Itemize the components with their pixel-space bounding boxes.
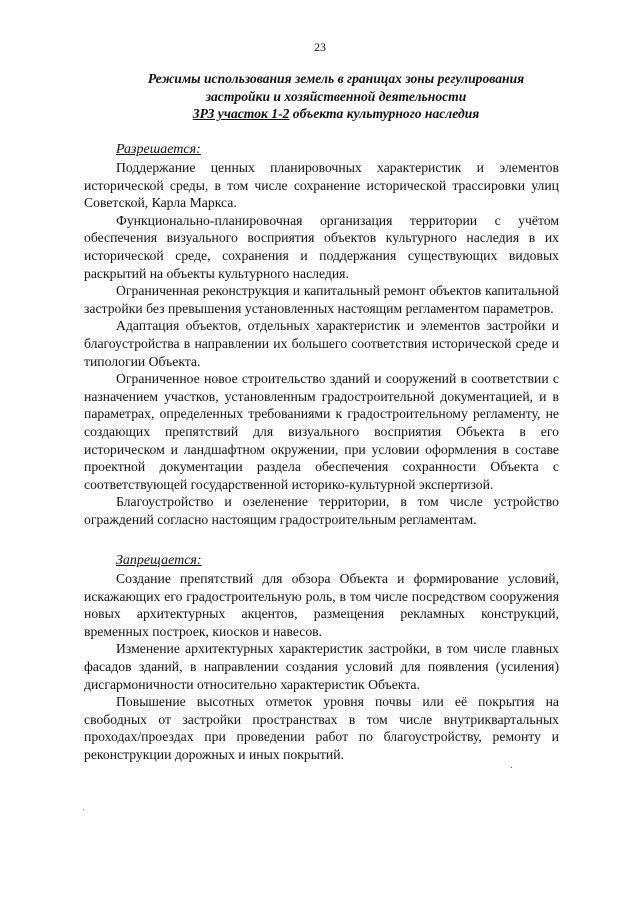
title-line-1: Режимы использования земель в границах зоны регулирования: [147, 71, 525, 86]
allowed-paragraph: Ограниченная реконструкция и капитальный ремонт объектов капитальной застройки без превышения установленных настоящим регламентом параметров.: [84, 283, 559, 316]
forbidden-paragraph: Создание препятствий для обзора Объекта и формирование условий, искажающих его градостроительную роль, в том числе посредством сооружения новых архитектурных акцентов, размещения рекламных конструкций, временных построек, киосков и навесов.: [84, 571, 559, 639]
allowed-paragraph: Ограниченное новое строительство зданий и сооружений в соответствии с назначением участков, установленным градостроительной документацией, и в параметрах, определенных требованиями к градостроительному регламенту, не создающих препятствий для визуального восприятия Объекта в его историческом и ландшафтном окружении, при условии оформления в составе проектной документации раздела обеспечения сохранности Объекта с соответствующей государственной историко-культурной экспертизой.: [84, 371, 559, 492]
forbidden-paragraph: Повышение высотных отметок уровня почвы или её покрытия на свободных от застройки пространствах в том числе внутриквартальных проходах/проездах при проведении работ по благоустройству, ремонту и реконструкции дорожных и иных покрытий.: [84, 694, 559, 762]
title-line-3: [84, 105, 588, 123]
forbidden-paragraph: Изменение архитектурных характеристик застройки, в том числе главных фасадов зданий, в направлении создания условий для появления (усиления) дисгармоничности относительно характеристик Объекта.: [84, 641, 559, 692]
allowed-section: [84, 141, 559, 528]
forbidden-heading: Запрещается:: [116, 553, 202, 568]
scan-speck: .: [510, 760, 513, 771]
document-title: [84, 70, 588, 123]
scan-speck: ˌ: [82, 800, 86, 811]
title-line-2: застройки и хозяйственной деятельности: [205, 88, 467, 104]
allowed-heading: Разрешается:: [116, 142, 201, 157]
allowed-paragraph: Адаптация объектов, отдельных характеристик и элементов застройки и благоустройства в направлении их большего соответствия исторической среде и типологии Объекта.: [84, 318, 559, 369]
page-number: 23: [314, 40, 326, 54]
allowed-paragraph: Поддержание ценных планировочных характеристик и элементов исторической среды, в том числе сохранение исторической трассировки улиц Советской, Карла Маркса.: [84, 160, 559, 211]
title-zone-code: ЗРЗ участок 1-2: [192, 106, 290, 121]
allowed-paragraph: Благоустройство и озеленение территории, в том числе устройство ограждений согласно настоящим градостроительным регламентам.: [84, 494, 559, 527]
forbidden-section: [84, 552, 559, 764]
allowed-paragraph: Функционально-планировочная организация территории с учётом обеспечения визуального восприятия объектов культурного наследия в их исторической среде, сохранения и поддержания существующих видовых раскрытий на объекты культурного наследия.: [84, 212, 559, 281]
title-line-3-rest: объекта культурного наследия: [289, 106, 480, 121]
